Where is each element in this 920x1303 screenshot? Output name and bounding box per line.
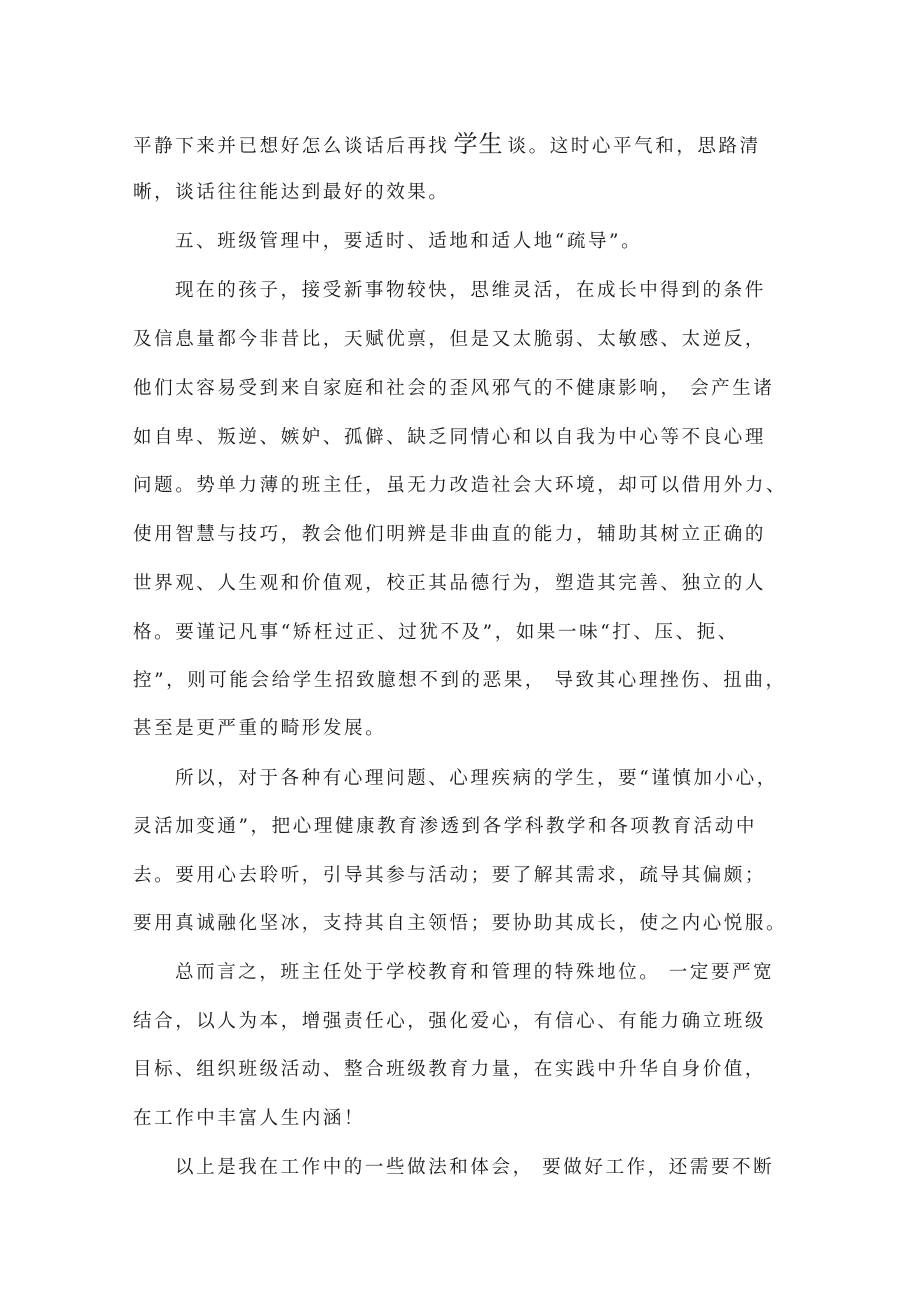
paragraph-line: 使用智慧与技巧，教会他们明辨是非曲直的能力，辅助其树立正确的 — [133, 524, 767, 545]
paragraph-line: 如自卑、叛逆、嫉妒、孤僻、缺乏同情心和以自我为中心等不良心理 — [133, 427, 767, 448]
paragraph-line: 他们太容易受到来自家庭和社会的歪风邪气的不健康影响， 会产生诸 — [133, 378, 775, 399]
paragraph-line: 总而言之，班主任处于学校教育和管理的特殊地位。 一定要严宽 — [175, 962, 775, 983]
paragraph-line: 以上是我在工作中的一些做法和体会， 要做好工作，还需要不断 — [175, 1157, 775, 1178]
paragraph-line: 问题。势单力薄的班主任，虽无力改造社会大环境，却可以借用外力、 — [133, 475, 788, 496]
paragraph-line: 灵活加变通”，把心理健康教育渗透到各学科教学和各项教育活动中 — [133, 816, 757, 837]
emphasized-word: 学生 — [453, 130, 504, 158]
paragraph-line: 现在的孩子，接受新事物较快，思维灵活，在成长中得到的条件 — [175, 280, 766, 301]
paragraph-line: 结合，以人为本，增强责任心，强化爱心，有信心、有能力确立班级 — [133, 1011, 767, 1032]
paragraph-line: 格。要谨记凡事“矫枉过正、过犹不及”，如果一味“打、压、扼、 — [133, 622, 739, 643]
paragraph-line: 去。要用心去聆听，引导其参与活动；要了解其需求，疏导其偏颇； — [133, 865, 767, 886]
paragraph-line — [133, 132, 761, 159]
line-text: 谈。这时心平气和，思路清 — [507, 136, 761, 157]
paragraph-line: 所以，对于各种有心理问题、心理疾病的学生，要“谨慎加小心， — [175, 768, 778, 789]
paragraph-line: 及信息量都今非昔比，天赋优禀，但是又太脆弱、太敏感、太逆反， — [133, 329, 767, 350]
paragraph-line: 甚至是更严重的畸形发展。 — [133, 718, 387, 739]
paragraph-line: 晰，谈话往往能达到最好的效果。 — [133, 182, 450, 203]
section-heading: 五、班级管理中，要适时、适地和适人地“疏导”。 — [175, 231, 643, 252]
line-text: 平静下来并已想好怎么谈话后再找 — [133, 136, 450, 157]
paragraph-line: 世界观、人生观和价值观，校正其品德行为，塑造其完善、独立的人 — [133, 573, 767, 594]
paragraph-line: 控”，则可能会给学生招致臆想不到的恶果， 导致其心理挫伤、扭曲， — [133, 670, 787, 691]
paragraph-line: 要用真诚融化坚冰，支持其自主领悟；要协助其成长，使之内心悦服。 — [133, 913, 788, 934]
paragraph-line: 在工作中丰富人生内涵！ — [133, 1108, 366, 1129]
paragraph-line: 目标、组织班级活动、整合班级教育力量，在实践中升华自身价值， — [133, 1059, 767, 1080]
